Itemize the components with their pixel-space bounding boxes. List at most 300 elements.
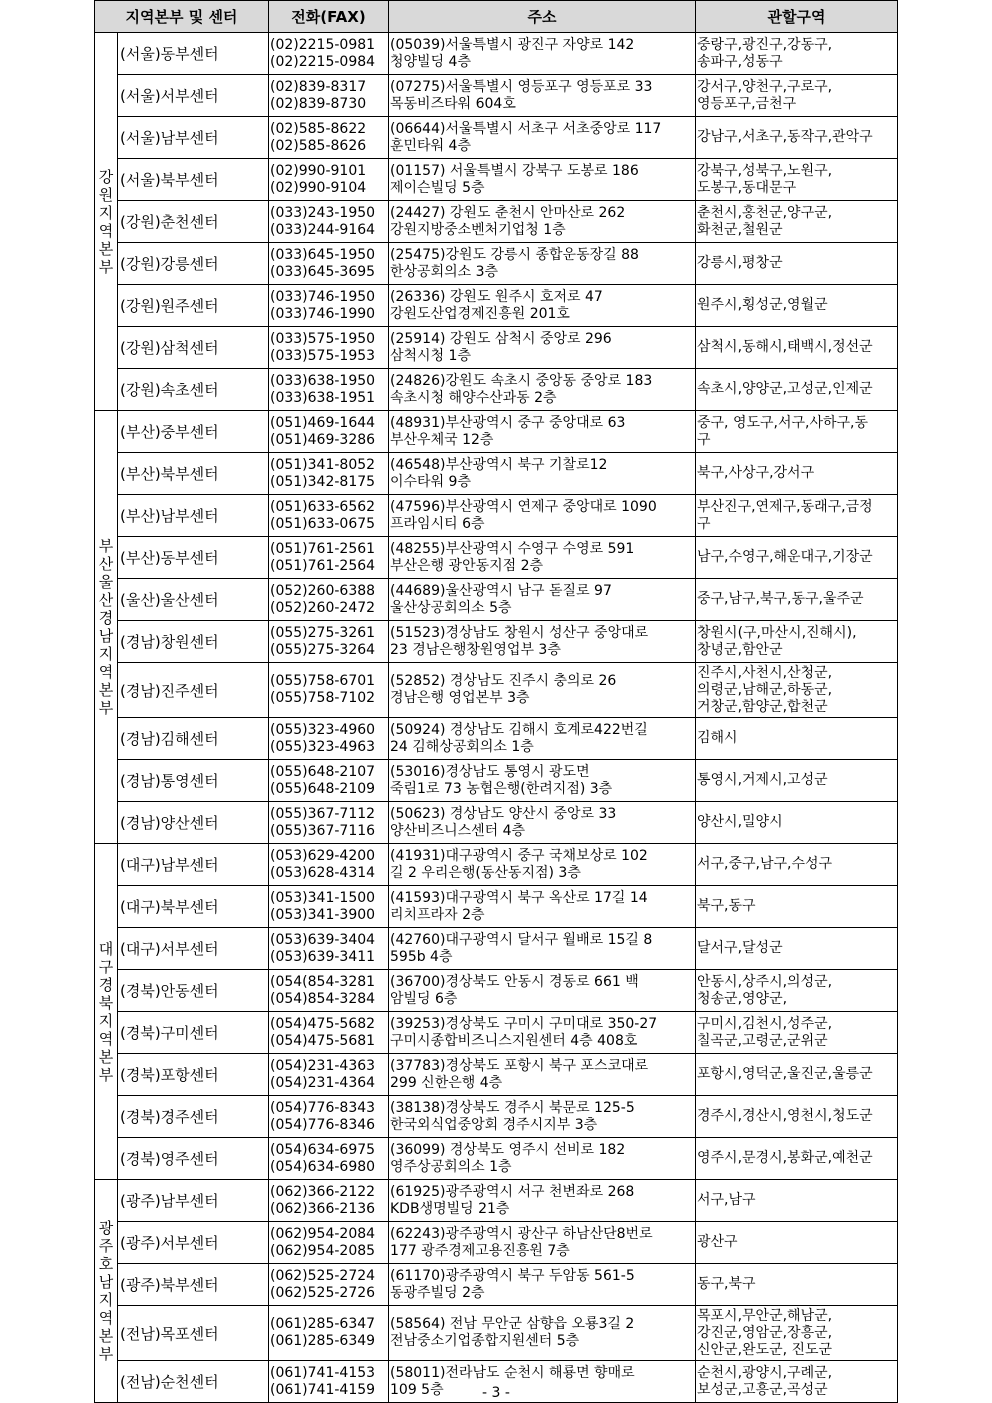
table-row	[95, 33, 898, 75]
address-cell	[389, 1138, 696, 1180]
address-line: (39253)경상북도 구미시 구미대로 350-27	[390, 1015, 658, 1032]
phone-cell	[269, 970, 389, 1012]
phone-cell	[269, 285, 389, 327]
phone-cell	[269, 1138, 389, 1180]
address-line: (50623) 경상남도 양산시 중앙로 33	[390, 805, 617, 822]
area-cell	[696, 718, 898, 760]
phone-line: (062)366-2122	[270, 1183, 376, 1200]
area-cell	[696, 663, 898, 718]
region-char: 원	[98, 185, 114, 204]
phone-line: (062)954-2084	[270, 1225, 376, 1242]
area-cell	[696, 1264, 898, 1306]
address-line: 제이슨빌딩 5층	[390, 179, 485, 196]
area-cell	[696, 970, 898, 1012]
area-cell	[696, 243, 898, 285]
phone-line: (054)475-5682	[270, 1015, 376, 1032]
address-line: (36099) 경상북도 영주시 선비로 182	[390, 1141, 626, 1158]
address-line: (24826)강원도 속초시 중앙동 중앙로 183	[390, 372, 653, 389]
area-line: 안동시,상주시,의성군,	[697, 973, 833, 990]
phone-line: (02)990-9101	[270, 162, 367, 179]
phone-line: (033)638-1951	[270, 389, 376, 406]
area-line: 서구,중구,남구,수성구	[697, 856, 833, 872]
phone-line: (055)648-2107	[270, 763, 376, 780]
phone-cell	[269, 886, 389, 928]
address-line: 영주상공회의소 1층	[390, 1158, 512, 1175]
phone-cell	[269, 369, 389, 411]
area-line: 서구,남구	[697, 1192, 756, 1208]
area-line: 경주시,경산시,영천시,청도군	[697, 1108, 873, 1124]
region-char: 부	[98, 257, 114, 276]
area-cell	[696, 33, 898, 75]
address-line: 경남은행 영업본부 3층	[390, 690, 530, 706]
area-line: 삼척시,동해시,태백시,정선군	[697, 339, 873, 355]
address-cell	[389, 1054, 696, 1096]
phone-line: (051)341-8052	[270, 456, 376, 473]
address-line: 부산은행 광안동지점 2층	[390, 557, 544, 574]
region-char: 부	[98, 1345, 114, 1363]
area-line: 강서구,양천구,구로구,	[697, 78, 833, 95]
area-cell	[696, 1222, 898, 1264]
phone-line: (053)341-1500	[270, 889, 376, 906]
center-name: (강원)춘천센터	[118, 201, 269, 243]
address-line: 595b 4층	[390, 948, 453, 965]
address-line: 속초시청 해양수산과동 2층	[390, 389, 557, 406]
phone-line: (033)645-1950	[270, 246, 376, 263]
area-line: 중구, 영도구,서구,사하구,동	[697, 414, 869, 431]
header-row	[95, 1, 898, 33]
address-line: (41931)대구광역시 중구 국채보상로 102	[390, 847, 648, 864]
phone-line: (02)990-9104	[270, 179, 367, 196]
phone-line: (054)231-4364	[270, 1074, 376, 1091]
region-cell	[95, 411, 118, 844]
area-line: 영주시,문경시,봉화군,예천군	[697, 1150, 873, 1166]
page-number: - 3 -	[482, 1385, 510, 1401]
address-line: 전남중소기업종합지원센터 5층	[390, 1333, 580, 1349]
area-line: 청송군,영양군,	[697, 990, 788, 1007]
phone-line: (061)741-4159	[270, 1381, 376, 1398]
address-line: 23 경남은행창원영업부 3층	[390, 641, 561, 658]
address-line: 리치프라자 2층	[390, 906, 485, 923]
phone-line: (054)776-8346	[270, 1116, 376, 1133]
phone-cell	[269, 33, 389, 75]
address-line: 한상공회의소 3층	[390, 263, 499, 280]
address-line: 훈민타워 4층	[390, 137, 471, 154]
table-row	[95, 201, 898, 243]
center-name: (광주)남부센터	[118, 1180, 269, 1222]
address-line: 강원지방중소벤처기업청 1층	[390, 221, 566, 238]
phone-cell	[269, 159, 389, 201]
phone-line: (051)469-3286	[270, 431, 376, 448]
phone-line: (051)469-1644	[270, 414, 376, 431]
phone-line: (02)839-8317	[270, 78, 367, 95]
phone-cell	[269, 327, 389, 369]
phone-cell	[269, 928, 389, 970]
area-line: 중랑구,광진구,강동구,	[697, 36, 833, 53]
region-char: 산	[98, 555, 114, 573]
table-row	[95, 495, 898, 537]
phone-cell	[269, 1306, 389, 1361]
phone-line: (054)634-6975	[270, 1141, 376, 1158]
area-line: 화천군,철원군	[697, 221, 783, 238]
center-name: (광주)북부센터	[118, 1264, 269, 1306]
table-row	[95, 453, 898, 495]
area-line: 강릉시,평창군	[697, 255, 783, 271]
area-cell	[696, 75, 898, 117]
area-line: 송파구,성동구	[697, 53, 783, 70]
address-line: (26336) 강원도 원주시 호저로 47	[390, 288, 603, 305]
address-line: 이수타워 9층	[390, 473, 471, 490]
address-line: 길 2 우리은행(동산동지점) 3층	[390, 864, 581, 881]
address-line: 동광주빌딩 2층	[390, 1284, 485, 1301]
area-line: 구	[697, 515, 711, 532]
phone-cell	[269, 1012, 389, 1054]
phone-line: (033)575-1953	[270, 347, 376, 364]
address-line: 24 김해상공회의소 1층	[390, 738, 534, 755]
phone-cell	[269, 844, 389, 886]
center-name: (경남)진주센터	[118, 663, 269, 718]
area-line: 진주시,사천시,산청군,	[697, 664, 833, 681]
phone-line: (02)839-8730	[270, 95, 367, 112]
address-cell	[389, 411, 696, 453]
address-cell	[389, 1096, 696, 1138]
center-name: (광주)서부센터	[118, 1222, 269, 1264]
address-cell	[389, 327, 696, 369]
area-cell	[696, 802, 898, 844]
address-line: (61925)광주광역시 서구 천변좌로 268	[390, 1183, 635, 1200]
phone-line: (061)285-6347	[270, 1316, 376, 1332]
address-line: 109 5층	[390, 1381, 444, 1398]
region-char: 부	[98, 1065, 114, 1084]
table-row	[95, 159, 898, 201]
area-line: 창원시(구,마산시,진해시),	[697, 624, 857, 641]
phone-line: (033)244-9164	[270, 221, 376, 238]
phone-cell	[269, 1264, 389, 1306]
phone-cell	[269, 760, 389, 802]
center-name: (울산)울산센터	[118, 579, 269, 621]
address-line: (46548)부산광역시 북구 기찰로12	[390, 456, 608, 473]
address-line: (58564) 전남 무안군 삼향읍 오룡3길 2	[390, 1316, 635, 1332]
address-line: 177 광주경제고용진흥원 7층	[390, 1242, 570, 1259]
area-cell	[696, 327, 898, 369]
header-address: 주소	[389, 1, 696, 33]
phone-line: (033)645-3695	[270, 263, 376, 280]
area-cell	[696, 1138, 898, 1180]
region-char: 북	[98, 993, 114, 1012]
area-line: 목포시,무안군,해남군,	[697, 1307, 833, 1324]
phone-line: (054(854-3281	[270, 973, 376, 990]
center-name: (강원)속초센터	[118, 369, 269, 411]
center-name: (대구)남부센터	[118, 844, 269, 886]
center-name: (경남)창원센터	[118, 621, 269, 663]
address-cell	[389, 1180, 696, 1222]
table-row	[95, 411, 898, 453]
area-line: 구	[697, 431, 711, 448]
phone-cell	[269, 453, 389, 495]
area-cell	[696, 1012, 898, 1054]
address-line: (01157) 서울특별시 강북구 도봉로 186	[390, 162, 639, 179]
address-line: (51523)경상남도 창원시 성산구 중앙대로	[390, 624, 649, 641]
region-cell	[95, 33, 118, 411]
region-char: 본	[98, 681, 114, 699]
area-line: 구미시,김천시,성주군,	[697, 1015, 833, 1032]
area-cell	[696, 495, 898, 537]
region-char: 역	[98, 663, 114, 681]
region-char: 남	[98, 627, 114, 645]
phone-cell	[269, 243, 389, 285]
area-line: 의령군,남해군,하동군,	[697, 681, 833, 698]
table-row	[95, 760, 898, 802]
address-line: 한국외식업중앙회 경주시지부 3층	[390, 1116, 598, 1133]
address-cell	[389, 495, 696, 537]
region-char: 대	[98, 939, 114, 958]
phone-cell	[269, 537, 389, 579]
phone-line: (033)746-1950	[270, 288, 376, 305]
region-char: 경	[98, 609, 114, 627]
address-line: (37783)경상북도 포항시 북구 포스코대로	[390, 1057, 649, 1074]
center-name: (경북)경주센터	[118, 1096, 269, 1138]
address-cell	[389, 802, 696, 844]
area-line: 칠곡군,고령군,군위군	[697, 1032, 828, 1049]
phone-cell	[269, 802, 389, 844]
phone-line: (051)761-2564	[270, 557, 376, 574]
region-char: 울	[98, 573, 114, 591]
table-row	[95, 886, 898, 928]
phone-line: (054)231-4363	[270, 1057, 376, 1074]
table-row	[95, 1306, 898, 1361]
area-line: 강북구,성북구,노원구,	[697, 162, 833, 179]
phone-line: (062)525-2726	[270, 1284, 376, 1301]
address-line: (07275)서울특별시 영등포구 영등포로 33	[390, 78, 653, 95]
phone-line: (052)260-2472	[270, 599, 376, 616]
region-char: 주	[98, 1237, 114, 1255]
center-name: (강원)원주센터	[118, 285, 269, 327]
region-char: 지	[98, 645, 114, 663]
area-line: 김해시	[697, 730, 738, 746]
phone-line: (053)628-4314	[270, 864, 376, 881]
center-name: (대구)북부센터	[118, 886, 269, 928]
area-line: 순천시,광양시,구례군,	[697, 1364, 833, 1381]
address-line: (50924) 경상남도 김해시 호계로422번길	[390, 721, 648, 738]
table-row	[95, 1012, 898, 1054]
phone-cell	[269, 579, 389, 621]
address-cell	[389, 579, 696, 621]
region-cell	[95, 844, 118, 1180]
phone-cell	[269, 117, 389, 159]
table-row	[95, 327, 898, 369]
phone-cell	[269, 201, 389, 243]
center-name: (강원)강릉센터	[118, 243, 269, 285]
phone-line: (033)746-1990	[270, 305, 376, 322]
phone-line: (055)323-4963	[270, 738, 376, 755]
center-name: (강원)삼척센터	[118, 327, 269, 369]
address-cell	[389, 159, 696, 201]
phone-line: (062)525-2724	[270, 1267, 376, 1284]
phone-line: (055)367-7116	[270, 822, 376, 839]
center-name: (서울)북부센터	[118, 159, 269, 201]
address-line: (62243)광주광역시 광산구 하남산단8번로	[390, 1225, 653, 1242]
phone-cell	[269, 1222, 389, 1264]
address-line: (41593)대구광역시 북구 옥산로 17길 14	[390, 889, 648, 906]
region-char: 남	[98, 1273, 114, 1291]
header-area: 관할구역	[696, 1, 898, 33]
area-cell	[696, 621, 898, 663]
table-row	[95, 1222, 898, 1264]
phone-line: (033)575-1950	[270, 330, 376, 347]
area-cell	[696, 844, 898, 886]
area-line: 거창군,함양군,합천군	[697, 698, 828, 715]
address-line: (06644)서울특별시 서초구 서초중앙로 117	[390, 120, 662, 137]
address-cell	[389, 970, 696, 1012]
area-cell	[696, 579, 898, 621]
phone-cell	[269, 495, 389, 537]
address-line: 울산상공회의소 5층	[390, 599, 512, 616]
region-cell	[95, 1180, 118, 1403]
center-name: (전남)목포센터	[118, 1306, 269, 1361]
table-row	[95, 718, 898, 760]
phone-cell	[269, 75, 389, 117]
address-line: (47596)부산광역시 연제구 중앙대로 1090	[390, 498, 657, 515]
table-row	[95, 579, 898, 621]
phone-line: (062)366-2136	[270, 1200, 376, 1217]
address-line: 청양빌딩 4층	[390, 53, 471, 70]
address-cell	[389, 453, 696, 495]
region-char: 지	[98, 203, 114, 222]
area-cell	[696, 285, 898, 327]
address-line: 목동비즈타워 604호	[390, 95, 516, 112]
center-name: (부산)남부센터	[118, 495, 269, 537]
address-line: (44689)울산광역시 남구 돋질로 97	[390, 582, 612, 599]
phone-line: (055)648-2109	[270, 780, 376, 797]
region-char: 본	[98, 1327, 114, 1345]
area-line: 동구,북구	[697, 1276, 756, 1292]
area-line: 북구,동구	[697, 898, 756, 914]
region-char: 지	[98, 1011, 114, 1030]
phone-line: (061)285-6349	[270, 1333, 376, 1349]
area-cell	[696, 117, 898, 159]
area-line: 신안군,완도군, 진도군	[697, 1341, 833, 1358]
area-cell	[696, 159, 898, 201]
address-line: 죽림1로 73 농협은행(한려지점) 3층	[390, 780, 613, 797]
region-char: 역	[98, 1309, 114, 1327]
center-name: (서울)남부센터	[118, 117, 269, 159]
area-cell	[696, 537, 898, 579]
address-line: 강원도산업경제진흥원 201호	[390, 305, 570, 322]
area-line: 강남구,서초구,동작구,관악구	[697, 129, 873, 145]
area-cell	[696, 1306, 898, 1361]
address-cell	[389, 201, 696, 243]
address-line: 암빌딩 6층	[390, 990, 458, 1007]
phone-line: (053)341-3900	[270, 906, 376, 923]
phone-line: (055)367-7112	[270, 805, 376, 822]
phone-line: (062)954-2085	[270, 1242, 376, 1259]
area-line: 도봉구,동대문구	[697, 179, 797, 196]
table-row	[95, 285, 898, 327]
area-line: 보성군,고흥군,곡성군	[697, 1381, 828, 1398]
area-line: 춘천시,홍천군,양구군,	[697, 204, 833, 221]
phone-line: (054)776-8343	[270, 1099, 376, 1116]
address-line: (53016)경상남도 통영시 광도면	[390, 763, 590, 780]
address-line: (52852) 경상남도 진주시 충의로 26	[390, 673, 617, 689]
phone-line: (033)638-1950	[270, 372, 376, 389]
center-name: (경남)통영센터	[118, 760, 269, 802]
table-row	[95, 75, 898, 117]
address-line: (42760)대구광역시 달서구 월배로 15길 8	[390, 931, 653, 948]
region-char: 광	[98, 1219, 114, 1237]
address-line: (25475)강원도 강릉시 종합운동장길 88	[390, 246, 639, 263]
table-row	[95, 1264, 898, 1306]
phone-line: (053)639-3404	[270, 931, 376, 948]
phone-cell	[269, 1054, 389, 1096]
address-cell	[389, 369, 696, 411]
address-line: (05039)서울특별시 광진구 자양로 142	[390, 36, 635, 53]
center-name: (대구)서부센터	[118, 928, 269, 970]
region-char: 역	[98, 221, 114, 240]
phone-line: (02)2215-0984	[270, 53, 376, 70]
phone-line: (054)634-6980	[270, 1158, 376, 1175]
table-row	[95, 537, 898, 579]
phone-line: (051)342-8175	[270, 473, 376, 490]
address-cell	[389, 117, 696, 159]
address-cell	[389, 621, 696, 663]
area-line: 포항시,영덕군,울진군,울릉군	[697, 1066, 873, 1082]
table-row	[95, 1096, 898, 1138]
phone-cell	[269, 621, 389, 663]
region-char: 구	[98, 957, 114, 976]
phone-cell	[269, 411, 389, 453]
table-row	[95, 928, 898, 970]
region-char: 경	[98, 975, 114, 994]
area-line: 남구,수영구,해운대구,기장군	[697, 549, 873, 565]
address-cell	[389, 1264, 696, 1306]
table-row	[95, 802, 898, 844]
region-char: 산	[98, 591, 114, 609]
address-line: (61170)광주광역시 북구 두암동 561-5	[390, 1267, 635, 1284]
area-cell	[696, 760, 898, 802]
phone-cell	[269, 663, 389, 718]
table-row	[95, 117, 898, 159]
phone-line: (053)639-3411	[270, 948, 376, 965]
address-cell	[389, 1306, 696, 1361]
area-line: 강진군,영암군,장흥군,	[697, 1324, 833, 1341]
phone-cell	[269, 1096, 389, 1138]
address-line: 부산우체국 12층	[390, 431, 494, 448]
area-line: 속초시,양양군,고성군,인제군	[697, 381, 873, 397]
center-name: (경남)김해센터	[118, 718, 269, 760]
area-line: 영등포구,금천구	[697, 95, 797, 112]
center-name: (부산)중부센터	[118, 411, 269, 453]
header-region-center: 지역본부 및 센터	[95, 1, 269, 33]
area-cell	[696, 411, 898, 453]
table-row	[95, 243, 898, 285]
phone-line: (051)761-2561	[270, 540, 376, 557]
area-cell	[696, 928, 898, 970]
region-char: 부	[98, 699, 114, 717]
address-cell	[389, 886, 696, 928]
phone-line: (051)633-0675	[270, 515, 376, 532]
table-row	[95, 1180, 898, 1222]
area-cell	[696, 369, 898, 411]
area-line: 원주시,횡성군,영월군	[697, 297, 828, 313]
phone-line: (055)275-3264	[270, 641, 376, 658]
table-row	[95, 1138, 898, 1180]
address-cell	[389, 1222, 696, 1264]
address-cell	[389, 243, 696, 285]
area-line: 부산진구,연제구,동래구,금정	[697, 498, 873, 515]
address-line: KDB생명빌딩 21층	[390, 1200, 510, 1217]
area-cell	[696, 453, 898, 495]
address-line: (48255)부산광역시 수영구 수영로 591	[390, 540, 635, 557]
address-line: 프라임시티 6층	[390, 515, 485, 532]
